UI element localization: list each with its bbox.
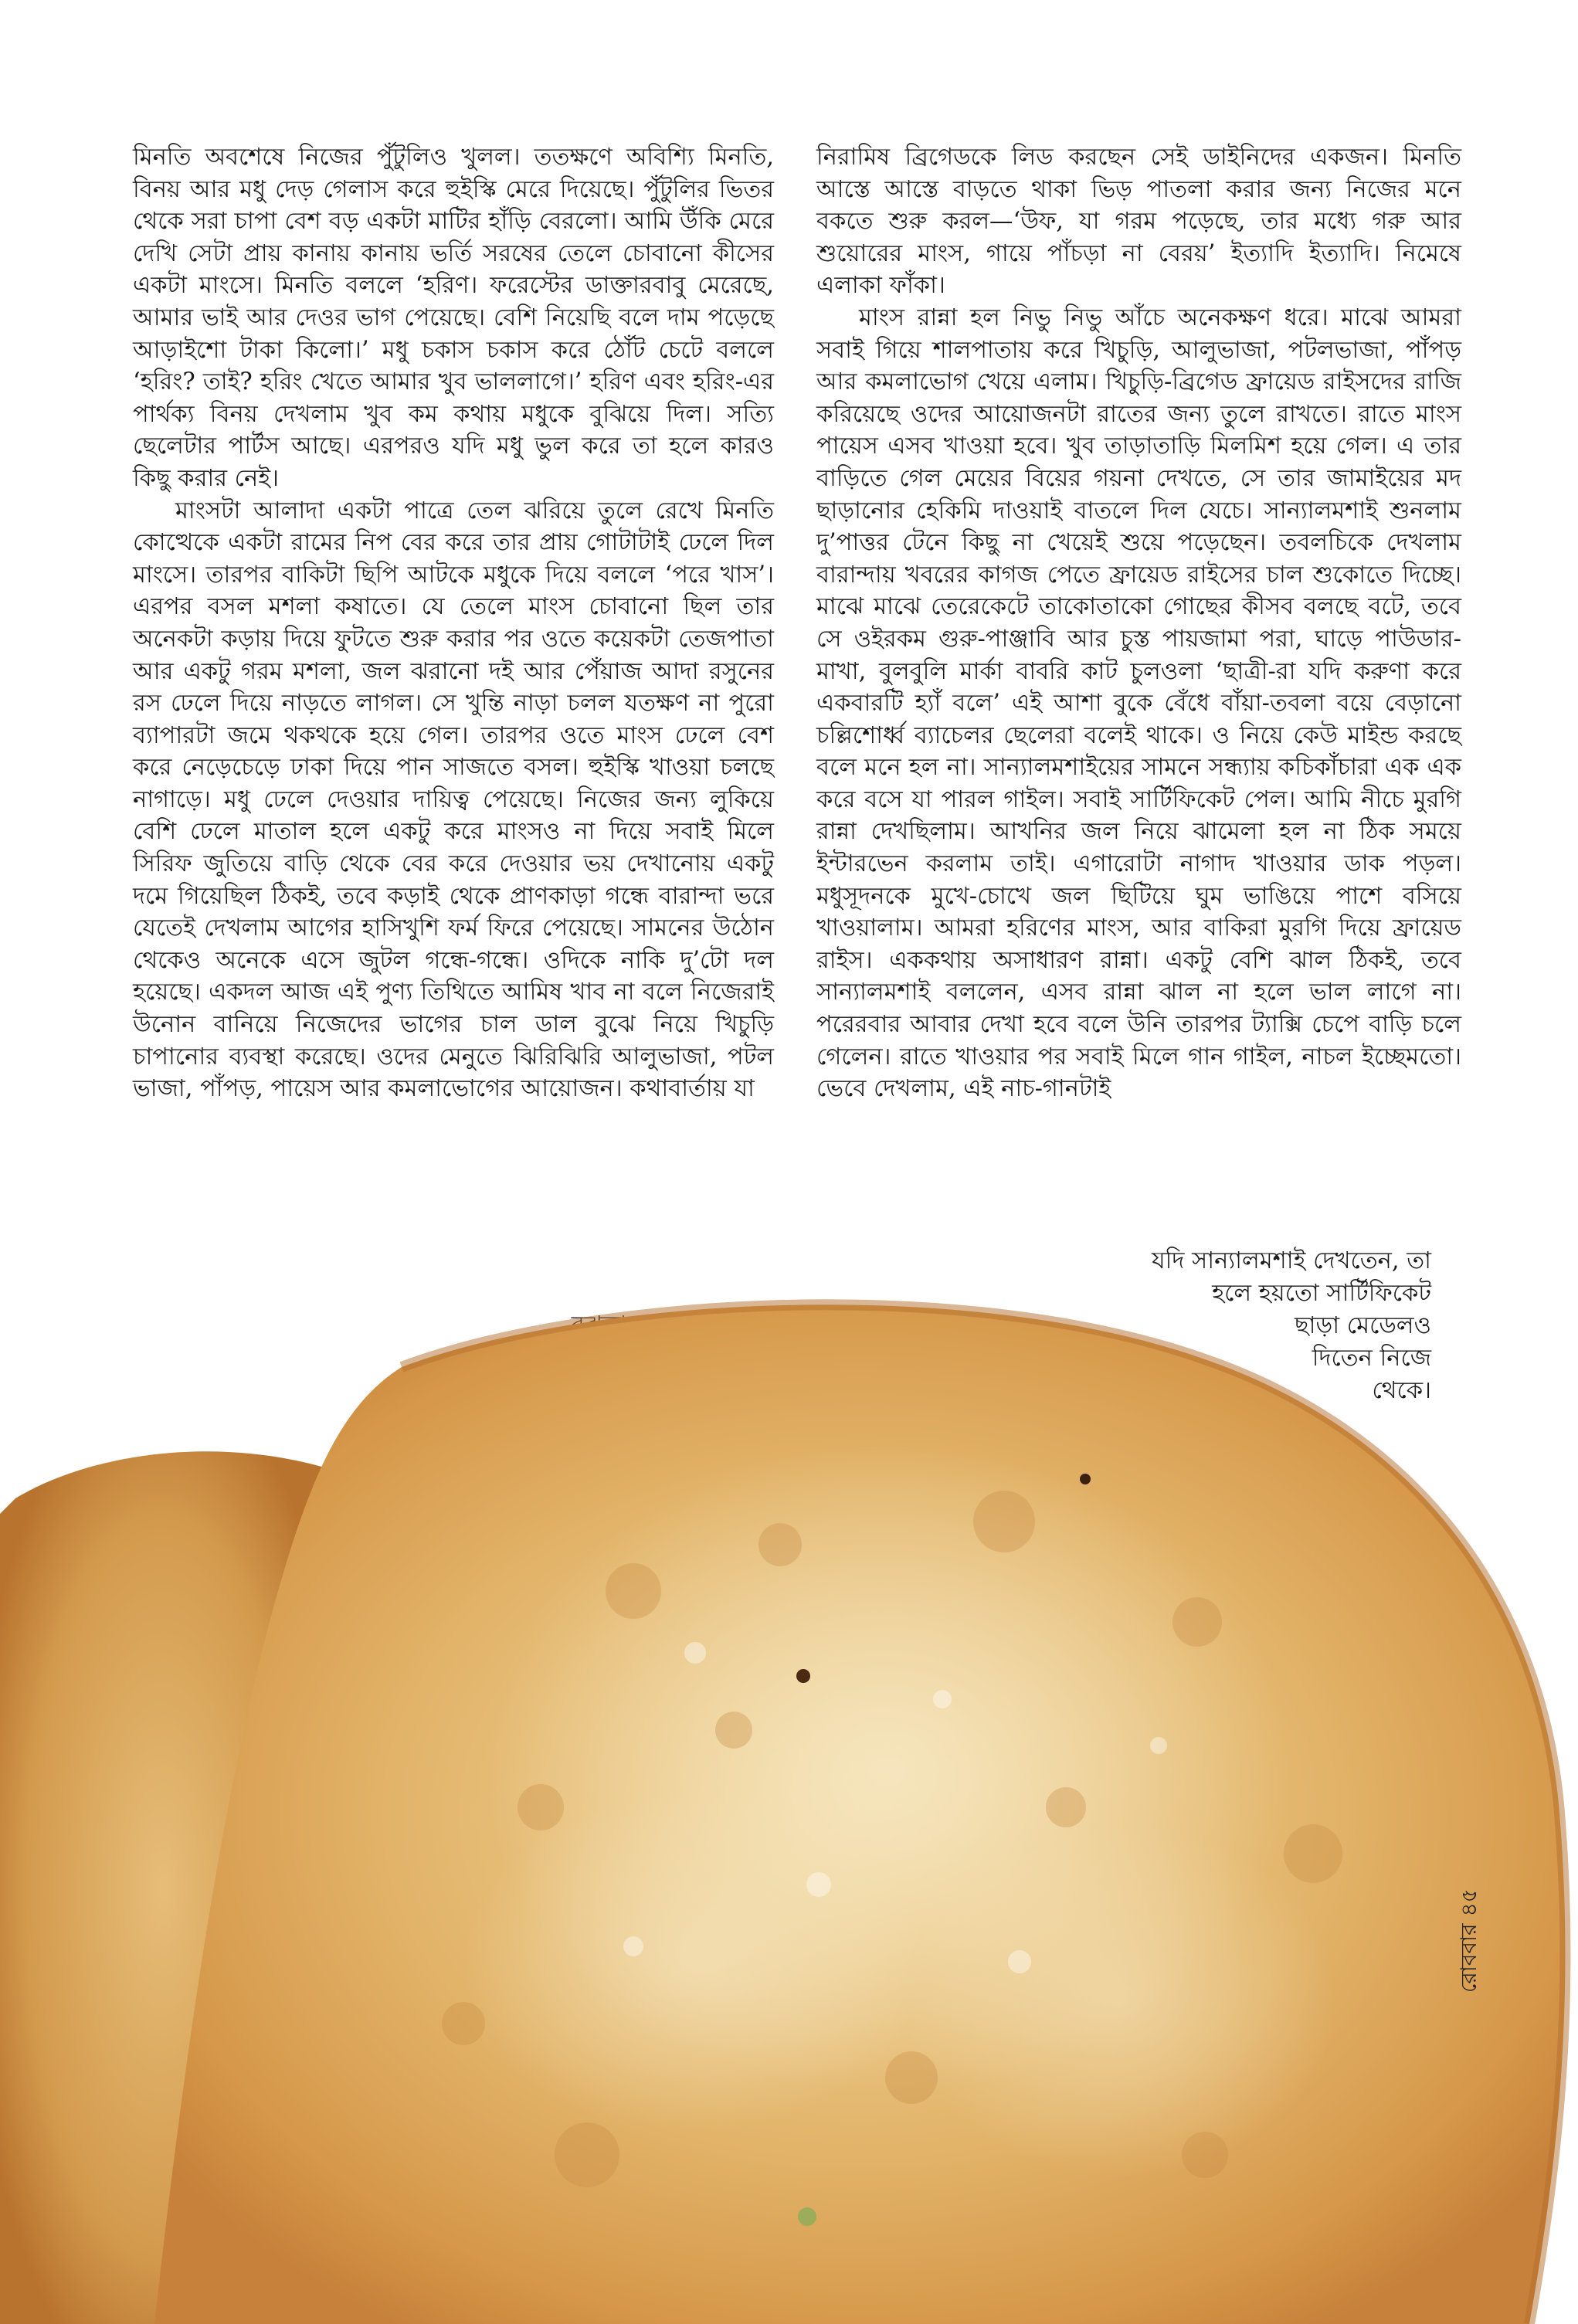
paragraph: মিনতি অবশেষে নিজের পুঁটুলিও খুলল। ততক্ষণে অবিশ্যি মিনতি, বিনয় আর মধু দেড় গেলাস করে হুইস্কি মেরে দিয়েছে। পুঁটুলির ভিতর থেকে সরা চাপা বেশ বড় একটা মাটির হাঁড়ি বেরলো। আমি উঁকি মেরে দেখি সেটা প্রায় কানায় কানায় ভর্তি সরষের তেলে চোবানো কীসের একটা মাংসে। মিনতি বললে ‘হরিণ। ফরেস্টের ডাক্তারবাবু মেরেছে, আমার ভাই আর দেওর ভাগ পেয়েছে। বেশি নিয়েছি বলে দাম পড়েছে আড়াইশো টাকা কিলো।’ মধু চকাস চকাস করে ঠোঁট চেটে বললে ‘হরিং? তাই? হরিং খেতে আমার খুব ভাললাগে।’ হরিণ এবং হরিং-এর পার্থক্য বিনয় দেখলাম খুব কম কথায় মধুকে বুঝিয়ে দিল। সত্যি ছেলেটার পার্টস আছে। এরপরও যদি মধু ভুল করে তা হলে কারও কিছু করার নেই। bbox=[133, 144, 774, 492]
paragraph-tail: যদি সান্যালমশাই দেখতেন, তা bbox=[1152, 1247, 1431, 1274]
paragraph-tail: থেকে। bbox=[1372, 1377, 1431, 1404]
paragraph: মাংস রান্না হল নিভু নিভু আঁচে অনেকক্ষণ ধরে। মাঝে আমরা সবাই গিয়ে শালপাতায় করে খিচুড়ি, আলুভাজা, পটলভাজা, পাঁপড় আর কমলাভোগ খেয়ে এলাম। খিচুড়ি-ব্রিগেড ফ্রায়েড রাইসদের রাজি করিয়েছে ওদের আয়োজনটা রাতের জন্য তুলে রাখতে। রাতে মাংস পায়েস এসব খাওয়া হবে। খুব তাড়াতাড়ি মিলমিশ হয়ে গেল। এ তার বাড়িতে গেল মেয়ের বিয়ের গয়না দেখতে, সে তার জামাইয়ের মদ ছাড়ানোর হেকিমি দাওয়াই বাতলে দিল যেচে। সান্যালমশাই শুনলাম দু’পাত্তর টেনে কিছু না খেয়েই শুয়ে পড়েছেন। তবলচিকে দেখলাম বারান্দায় খবরের কাগজ পেতে ফ্রায়েড রাইসের চাল শুকোতে দিচ্ছে। মাঝে মাঝে তেরেকেটে তাকোতাকো গোছের কীসব বলছে বটে, তবে সে ওইরকম গুরু-পাঞ্জাবি আর চুস্ত পায়জামা পরা, ঘাড়ে পাউডার-মাখা, বুলবুলি মার্কা বাবরি কাট চুলওলা ‘ছাত্রী-রা যদি করুণা করে একবারটি হ্যাঁ বলে’ এই আশা বুকে বেঁধে বাঁয়া-তবলা বয়ে বেড়ানো চল্লিশোর্ধ্ব ব্যাচেলর ছেলেরা বলেই থাকে। ও নিয়ে কেউ মাইন্ড করছে বলে মনে হল না। সান্যালমশাইয়ের সামনে সন্ধ্যায় কচিকাঁচারা এক এক করে বসে যা পারল গাইল। সবাই সার্টিফিকেট পেল। আমি নীচে মুরগি রান্না দেখছিলাম। আখনির জল নিয়ে ঝামেলা হল না ঠিক সময়ে ইন্টারভেন করলাম তাই। এগারোটা নাগাদ খাওয়ার ডাক পড়ল। মধুসূদনকে মুখে-চোখে জল ছিটিয়ে ঘুম ভাঙিয়ে পাশে বসিয়ে খাওয়ালাম। আমরা হরিণের মাংস, আর বাকিরা মুরগি দিয়ে ফ্রায়েড রাইস। এককথায় অসাধারণ রান্না। একটু বেশি ঝাল ঠিকই, তবে সান্যালমশাই বললেন, এসব রান্না ঝাল না হলে ভাল লাগে না। পরেরবার আবার দেখা হবে বলে উনি তারপর ট্যাক্সি চেপে বাড়ি চলে গেলেন। রাতে খাওয়ার পর সবাই মিলে গান গাইল, নাচল ইচ্ছেমতো। ভেবে দেখলাম, এই নাচ-গানটাই bbox=[816, 304, 1461, 1103]
paragraph-tail: হলে হয়তো সার্টিফিকেট bbox=[1212, 1280, 1431, 1307]
article-column-left bbox=[133, 141, 774, 1105]
folio-text: রোববার ৪৫ bbox=[1456, 1888, 1481, 1993]
article-column-right bbox=[816, 141, 1461, 1105]
paragraph: নিরামিষ ব্রিগেডকে লিড করছেন সেই ডাইনিদের একজন। মিনতি আস্তে আস্তে বাড়তে থাকা ভিড় পাতলা করার জন্য নিজের মনে বকতে শুরু করল—‘উফ, যা গরম পড়েছে, তার মধ্যে গরু আর শুয়োরের মাংস, গায়ে পাঁচড়া না বেরয়’ ইত্যাদি ইত্যাদি। নিমেষে এলাকা ফাঁকা। bbox=[816, 144, 1461, 300]
paragraph-tail: ছাড়া মেডেলও bbox=[1295, 1312, 1431, 1339]
luchi-photo bbox=[0, 1267, 1578, 2324]
paragraph: মাংসটা আলাদা একটা পাত্রে তেল ঝরিয়ে তুলে রেখে মিনতি কোত্থেকে একটা রামের নিপ বের করে তার প্রায় গোটাটাই ঢেলে দিল মাংসে। তারপর বাকিটা ছিপি আটকে মধুকে দিয়ে বললে ‘পরে খাস’। এরপর বসল মশলা কষাতে। যে তেলে মাংস চোবানো ছিল তার অনেকটা কড়ায় দিয়ে ফুটতে শুরু করার পর ওতে কয়েকটা তেজপাতা আর একটু গরম মশলা, জল ঝরানো দই আর পেঁয়াজ আদা রসুনের রস ঢেলে দিয়ে নাড়তে লাগল। সে খুন্তি নাড়া চলল যতক্ষণ না পুরো ব্যাপারটা জমে থকথকে হয়ে গেল। তারপর ওতে মাংস ঢেলে বেশ করে নেড়েচেড়ে ঢাকা দিয়ে পান সাজতে বসল। হুইস্কি খাওয়া চলছে নাগাড়ে। মধু ঢেলে দেওয়ার দায়িত্ব পেয়েছে। নিজের জন্য লুকিয়ে বেশি ঢেলে মাতাল হলে একটু করে মাংসও না দিয়ে সবাই মিলে সিরিফ জুতিয়ে বাড়ি থেকে বের করে দেওয়ার ভয় দেখানোয় একটু দমে গিয়েছিল ঠিকই, তবে কড়াই থেকে প্রাণকাড়া গন্ধে বারান্দা ভরে যেতেই দেখলাম আগের হাসিখুশি ফর্ম ফিরে পেয়েছে। সামনের উঠোন থেকেও অনেকে এসে জুটল গন্ধে-গন্ধে। ওদিকে নাকি দু’টো দল হয়েছে। একদল আজ এই পুণ্য তিথিতে আমিষ খাব না বলে নিজেরাই উনোন বানিয়ে নিজেদের ভাগের চাল ডাল বুঝে নিয়ে খিচুড়ি চাপানোর ব্যবস্থা করেছে। ওদের মেনুতে ঝিরিঝিরি আলুভাজা, পটল ভাজা, পাঁপড়, পায়েস আর কমলাভোগের আয়োজন। কথাবার্তায় যা bbox=[133, 497, 774, 1103]
paragraph-tail: দিতেন নিজে bbox=[1312, 1345, 1431, 1372]
